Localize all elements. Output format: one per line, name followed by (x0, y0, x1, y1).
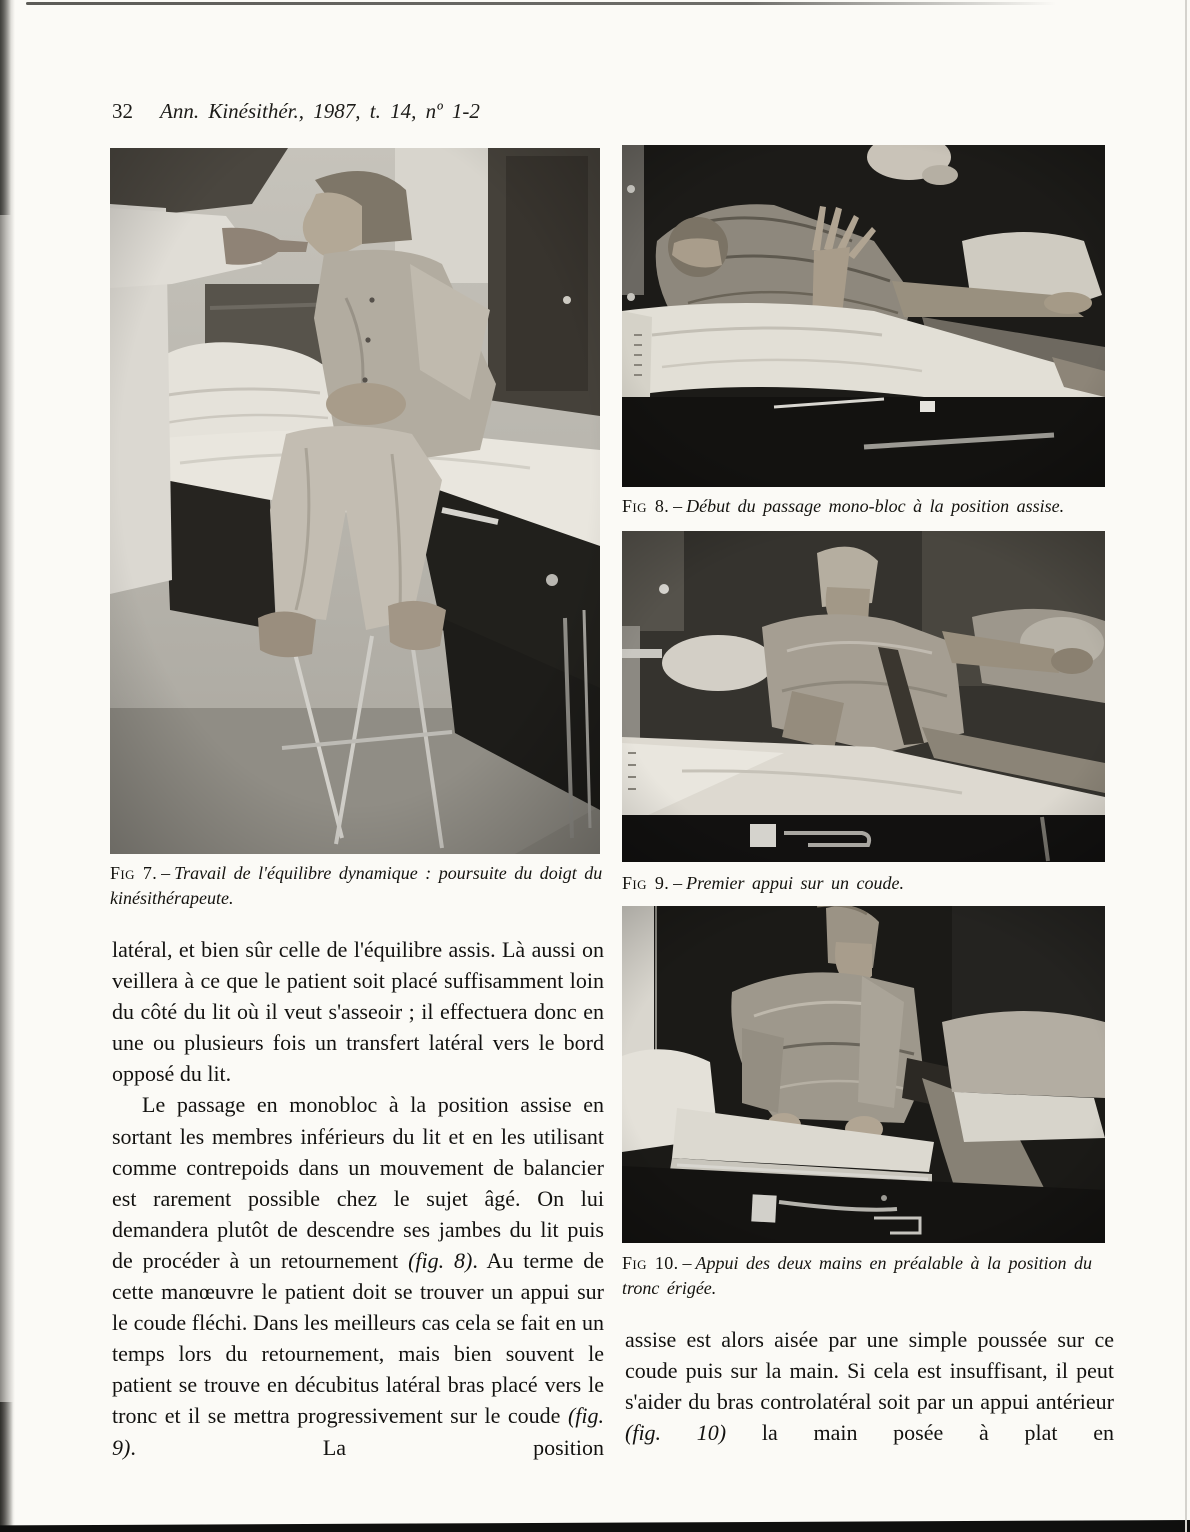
figure-8-caption (622, 494, 1137, 519)
figure-caption-text: Travail de l'équilibre dynamique : poursuite du doigt du kinésithérapeute. (110, 863, 603, 908)
scan-edge-left-top-shadow (0, 0, 11, 215)
page-number: 32 (112, 99, 133, 123)
body-right-column (625, 1324, 1114, 1448)
photo-fig9-illustration (622, 531, 1105, 862)
figure-10-photo (622, 906, 1105, 1243)
figure-caption-dash: – (682, 1253, 692, 1273)
figure-8-photo (622, 145, 1105, 487)
figure-caption-dash: – (161, 863, 171, 883)
paragraph: latéral, et bien sûr celle de l'équilibre assis. Là aussi on veillera à ce que le patient soit placé suffisamment loin du côté du lit où il veut s'asseoir ; il effectuera donc en une ou plusieurs fois un transfert latéral vers le bord opposé du lit. (112, 937, 604, 1087)
scan-edge-bottom-bar (0, 1520, 1190, 1532)
photo-fig8-illustration (622, 145, 1105, 487)
figure-caption-text: Début du passage mono-bloc à la position assise. (686, 496, 1065, 516)
scan-edge-left-bottom-shadow (0, 1402, 13, 1532)
figure-caption-text: Premier appui sur un coude. (686, 873, 904, 893)
figure-caption-label: Fig 10. (622, 1253, 679, 1273)
figure-caption-dash: – (673, 873, 683, 893)
figure-caption-dash: – (673, 496, 683, 516)
figure-10-caption (622, 1251, 1127, 1300)
figure-caption-label: Fig 8. (622, 496, 670, 516)
body-left-column (112, 934, 604, 1463)
photo-fig10-illustration (622, 906, 1105, 1243)
scan-edge-top-line (26, 2, 1056, 5)
journal-reference: Ann. Kinésithér., 1987, t. 14, nº 1-2 (160, 99, 480, 123)
figure-caption-label: Fig 7. (110, 863, 158, 883)
scan-edge-left-shadow (0, 0, 15, 1532)
figure-7-caption (110, 861, 625, 910)
figure-7-photo (110, 148, 600, 854)
photo-fig7-illustration (110, 148, 600, 854)
page-header (112, 99, 480, 124)
figure-caption-label: Fig 9. (622, 873, 670, 893)
paragraph: assise est alors aisée par une simple poussée sur ce coude puis sur la main. Si cela est insuffisant, il peut s'aider du bras controlatéral soit par un appui antérieur (fig. 10) la main posée à plat en (625, 1327, 1114, 1446)
figure-9-caption (622, 871, 1137, 896)
figure-caption-text: Appui des deux mains en préalable à la position du tronc érigée. (622, 1253, 1092, 1298)
figure-9-photo (622, 531, 1105, 862)
paragraph: Le passage en monobloc à la position assise en sortant les membres inférieurs du lit et en les utilisant comme contrepoids dans un mouvement de balancier est rarement possible chez le sujet âgé. On lui demandera plutôt de descendre ses jambes du lit puis de procéder à un retournement (fig. 8). Au terme de cette manœuvre le patient doit se trouver un appui sur le coude fléchi. Dans les meilleurs cas cela se fait en un temps lors du retournement, mais bien souvent le patient se trouve en décubitus latéral bras placé vers le tronc et il se mettra progressivement sur le coude (fig. 9). La position (112, 1092, 604, 1460)
scan-edge-right-line (1185, 0, 1187, 1532)
